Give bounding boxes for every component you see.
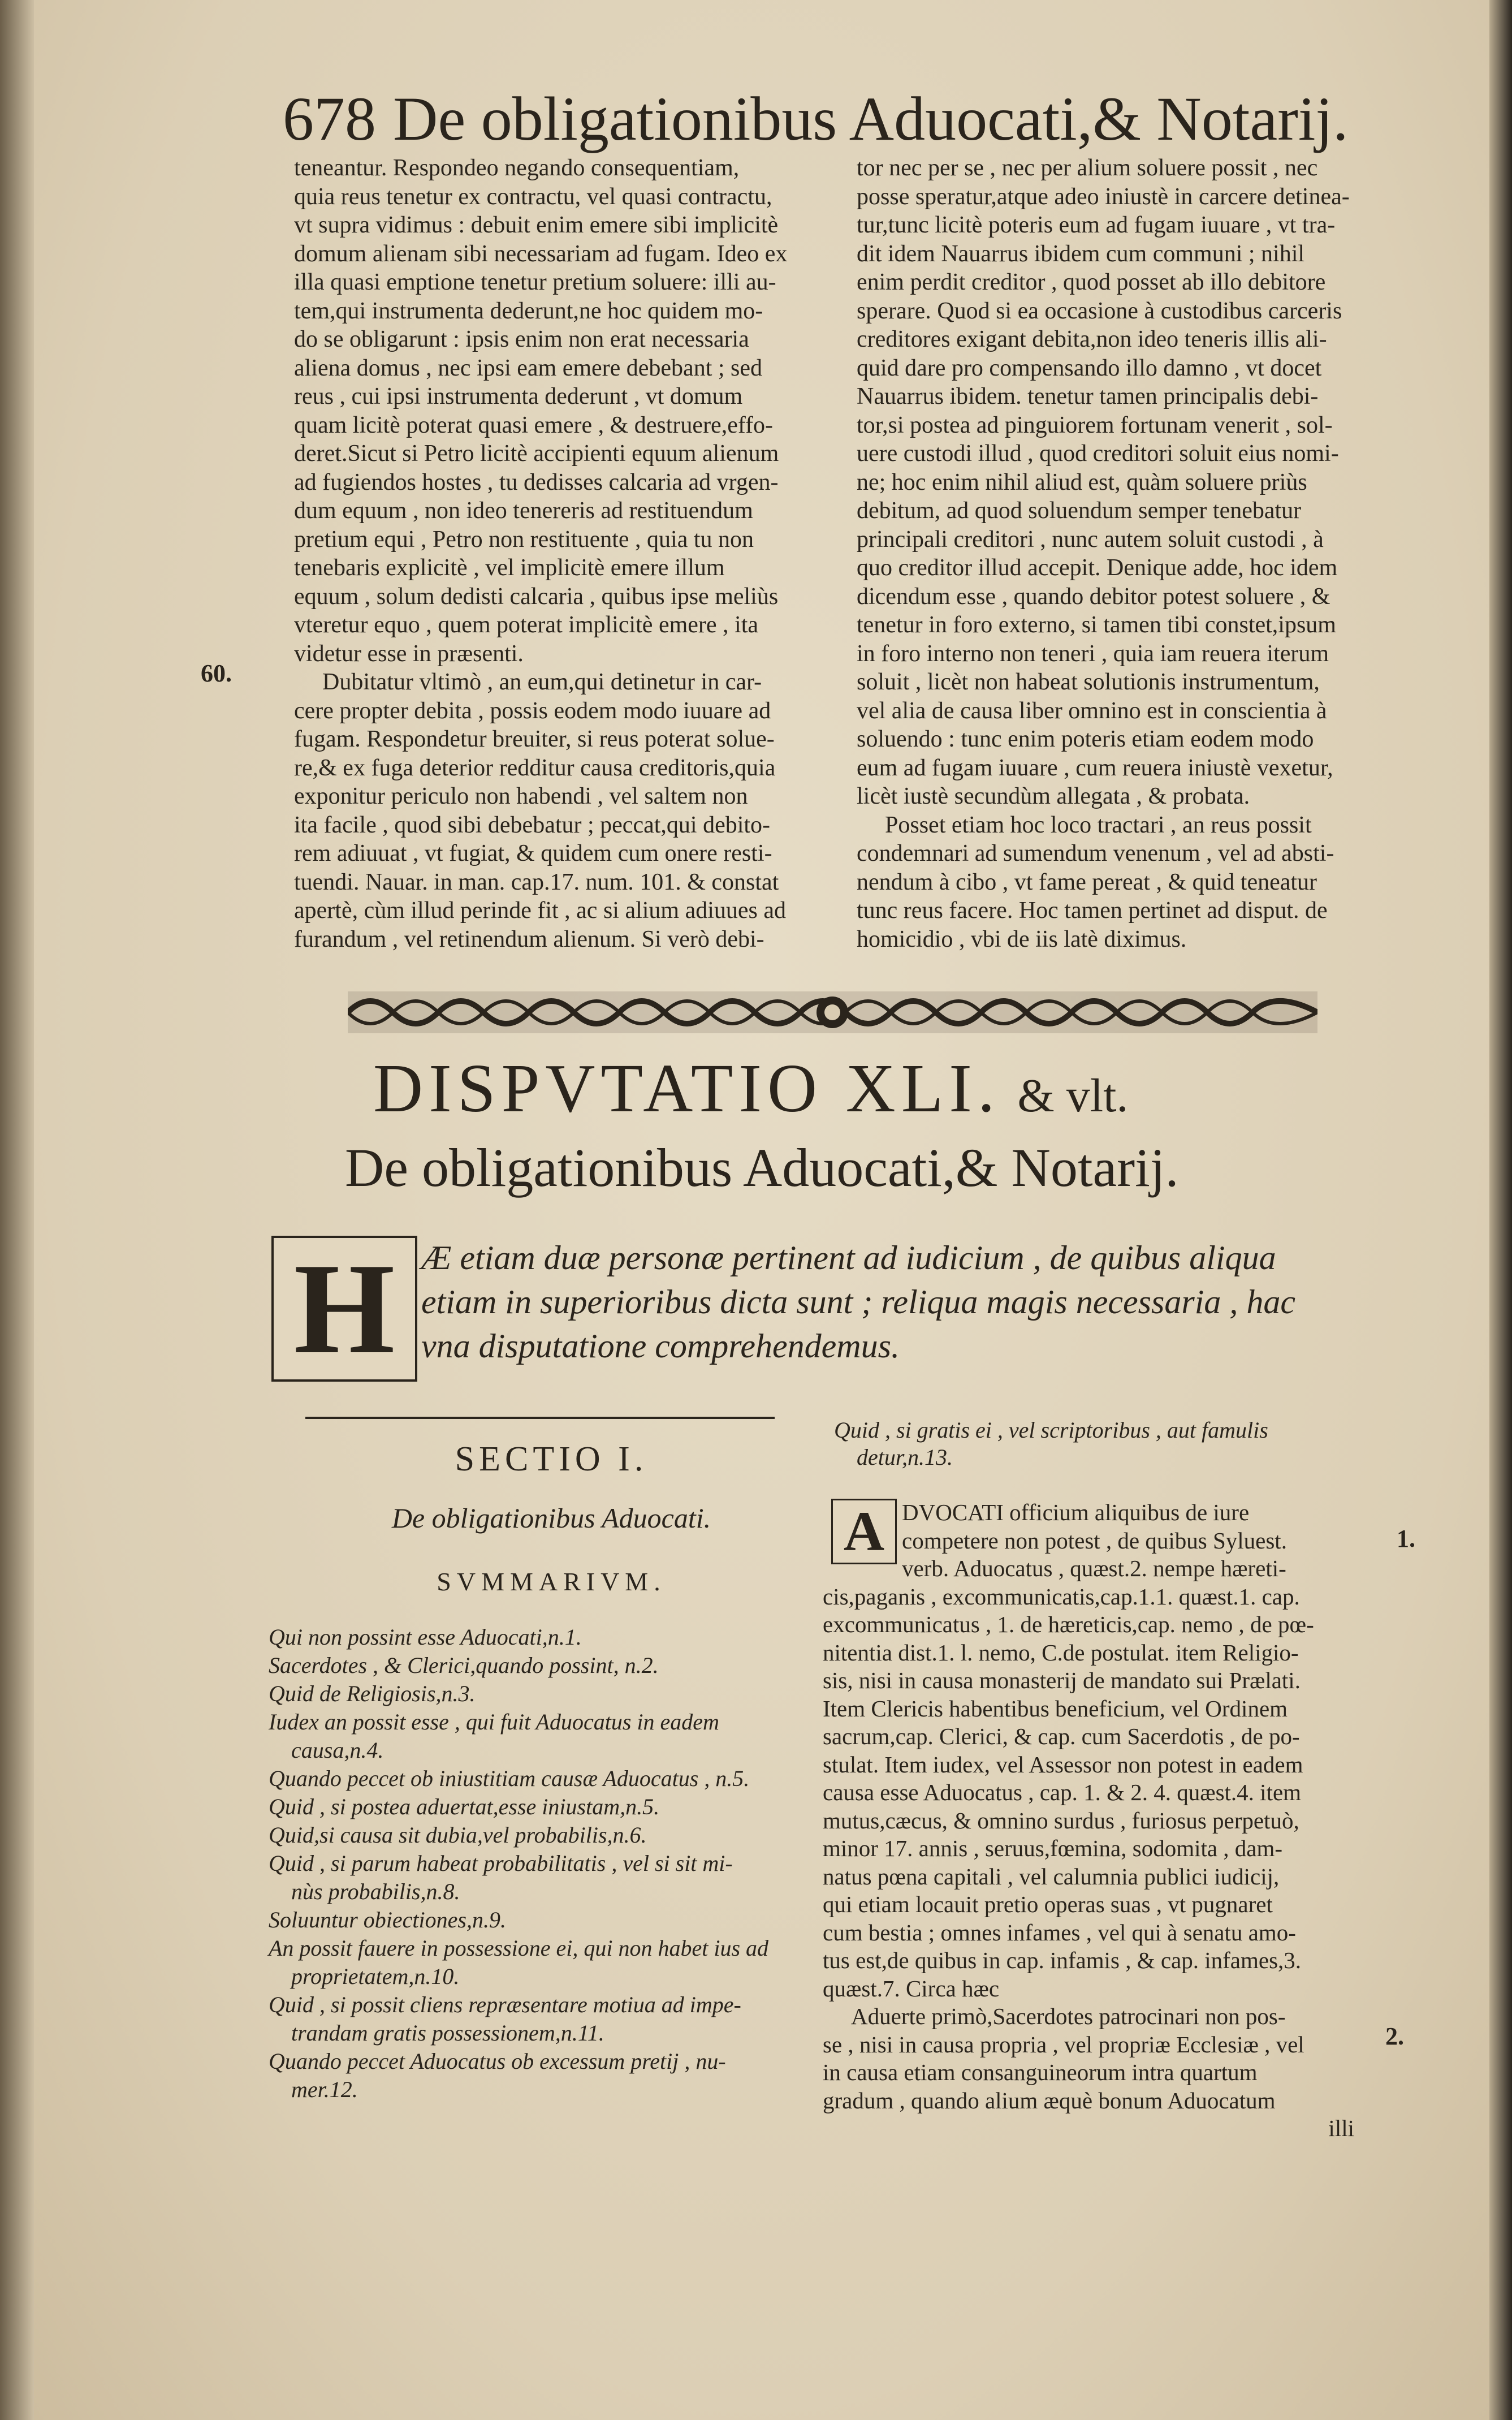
section-rule <box>305 1417 775 1419</box>
scan-edge-right <box>1489 0 1512 2420</box>
summarium-item: Soluuntur obiectiones,n.9. <box>269 1907 506 1932</box>
text-line: causa esse Aduocatus , cap. 1. & 2. 4. quæst.4. item <box>823 1779 1302 1805</box>
text-line: dicendum esse , quando debitor potest soluere , & <box>857 583 1330 610</box>
page-number: 678 <box>283 84 376 153</box>
summarium-item: An possit fauere in possessione ei, qui non habet ius ad <box>269 1935 769 1961</box>
text-line: Dubitatur vltimò , an eum,qui detinetur in car- <box>322 669 762 695</box>
text-line: tus est,de quibus in cap. infamis , & cap. infames,3. <box>823 1947 1302 1973</box>
text-line: DVOCATI officium aliquibus de iure <box>902 1499 1250 1525</box>
summarium-item-cont: proprietatem,n.10. <box>291 1964 460 1989</box>
text-line: stulat. Item iudex, vel Assessor non potest in eadem <box>823 1751 1303 1778</box>
text-line: ne; hoc enim nihil aliud est, quàm soluere priùs <box>857 469 1307 495</box>
text-line: tor nec per se , nec per alium soluere possit , nec <box>857 155 1318 181</box>
text-line: uere custodi illud , quod creditori soluit eius nomi- <box>857 441 1339 467</box>
left-column-top <box>294 154 806 954</box>
text-line: sperare. Quod si ea occasione à custodibus carceris <box>857 297 1342 324</box>
text-line: mutus,cæcus, & omnino surdus , furiosus perpetuò, <box>823 1807 1299 1834</box>
text-line: tenebaris explicitè , vel implicitè emere illum <box>294 555 725 581</box>
summarium-item: Quid , si postea aduertat,esse iniustam,n.5. <box>269 1794 660 1819</box>
text-line: se , nisi in causa propria , vel propriæ Ecclesiæ , vel <box>823 2031 1304 2057</box>
text-line: tor,si postea ad pinguiorem fortunam venerit , sol- <box>857 412 1333 438</box>
text-line: quia reus tenetur ex contractu, vel quasi contractu, <box>294 183 772 210</box>
text-line: gradum , quando alium æquè bonum Aduocatum <box>823 2087 1276 2113</box>
text-line: ita facile , quod sibi debebatur ; peccat,qui debito- <box>294 812 771 838</box>
initial-letter: H <box>293 1236 395 1381</box>
text-line: vel alia de causa liber omnino est in conscientia à <box>857 697 1327 724</box>
text-line: excommunicatus , 1. de hæreticis,cap. nemo , de pœ- <box>823 1611 1314 1637</box>
text-line: nendum à cibo , vt fame pereat , & quid teneatur <box>857 869 1317 895</box>
text-line: quid dare pro compensando illo damno , vt docet <box>857 355 1322 381</box>
summarium-item-cont: nùs probabilis,n.8. <box>291 1879 460 1904</box>
summarium-item: Quid , si gratis ei , vel scriptoribus , aut famulis <box>834 1417 1268 1443</box>
text-line: vt supra vidimus : debuit enim emere sibi implicitè <box>294 212 779 238</box>
summarium-item: Qui non possint esse Aduocati,n.1. <box>269 1624 582 1650</box>
text-line: illa quasi emptione tenetur pretium soluere: illi au- <box>294 269 776 295</box>
summarium-item: Quid,si causa sit dubia,vel probabilis,n.6. <box>269 1822 647 1848</box>
summarium-heading: SVMMARIVM. <box>437 1567 666 1596</box>
summarium-item: Quid de Religiosis,n.3. <box>269 1681 476 1706</box>
text-line: qui etiam locauit pretio operas suas , vt pugnaret <box>823 1891 1273 1917</box>
text-line: deret.Sicut si Petro licitè accipienti equum alienum <box>294 441 779 467</box>
text-line: creditores exigant debita,non ideo teneris illis ali- <box>857 326 1327 352</box>
text-line: condemnari ad sumendum venenum , vel ad absti- <box>857 840 1334 866</box>
text-line: licèt iustè secundùm allegata , & probata. <box>857 783 1250 809</box>
text-line: principali creditori , nunc autem soluit custodi , à <box>857 526 1324 553</box>
text-line: verb. Aduocatus , quæst.2. nempe hæreti- <box>902 1555 1286 1581</box>
text-line: reus , cui ipsi instrumenta dederunt , vt domum <box>294 383 743 409</box>
text-line: apertè, cùm illud perinde fit , ac si alium adiuues ad <box>294 898 787 924</box>
text-line: Aduerte primò,Sacerdotes patrocinari non pos- <box>851 2003 1286 2029</box>
text-line: homicidio , vbi de iis latè diximus. <box>857 926 1187 952</box>
margin-number-60: 60. <box>201 659 232 687</box>
text-line: sis, nisi in causa monasterij de mandato sui Prælati. <box>823 1667 1301 1693</box>
text-line: exponitur periculo non habendi , vel saltem non <box>294 783 748 809</box>
text-line: Nauarrus ibidem. tenetur tamen principalis debi- <box>857 383 1319 409</box>
right-column-top <box>857 154 1363 954</box>
summarium-item: Quid , si possit cliens repræsentare motiua ad impe- <box>269 1992 741 2017</box>
text-line: tur,tunc licitè poteris eum ad fugam iuuare , vt tra- <box>857 212 1336 238</box>
text-line: enim perdit creditor , quod posset ab illo debitore <box>857 269 1326 295</box>
summarium-item-cont: trandam gratis possessionem,n.11. <box>291 2020 604 2046</box>
text-line: soluit , licèt non habeat solutionis instrumentum, <box>857 669 1320 695</box>
text-line: in foro interno non teneri , quia iam reuera iterum <box>857 640 1329 667</box>
text-line: posse speratur,atque adeo iniustè in carcere detinea- <box>857 183 1350 210</box>
text-line: fugam. Respondetur breuiter, si reus poterat solue- <box>294 726 775 752</box>
text-line: do se obligarunt : ipsis enim non erat necessaria <box>294 326 749 352</box>
margin-number-1: 1. <box>1397 1525 1415 1552</box>
disputatio-subtitle: De obligationibus Aduocati,& Notarij. <box>345 1137 1179 1198</box>
intro-line: Æ etiam duæ personæ pertinent ad iudicium , de quibus aliqua <box>421 1239 1276 1276</box>
text-line: natus pœna capitali , vel calumnia publici iudicij, <box>823 1863 1280 1890</box>
initial-letter: A <box>843 1500 885 1563</box>
summarium-item: Iudex an possit esse , qui fuit Aduocatus in eadem <box>269 1709 719 1735</box>
text-line: furandum , vel retinendum alienum. Si verò debi- <box>294 926 764 952</box>
summarium-item-cont: causa,n.4. <box>291 1737 384 1763</box>
text-line: re,& ex fuga deterior redditur causa creditoris,quia <box>294 754 776 781</box>
intro-line: vna disputatione comprehendemus. <box>421 1327 900 1365</box>
summarium-item-cont: detur,n.13. <box>857 1444 953 1470</box>
text-line: debitum, ad quod soluendum semper tenebatur <box>857 498 1302 524</box>
text-line: dum equum , non ideo tenereris ad restituendum <box>294 498 753 524</box>
ornament-band <box>348 987 1317 1038</box>
text-line: teneantur. Respondeo negando consequentiam, <box>294 155 740 181</box>
text-line: Item Clericis habentibus beneficium, vel Ordinem <box>823 1695 1288 1722</box>
text-line: cere propter debita , possis eodem modo iuuare ad <box>294 697 771 724</box>
sectio-subtitle: De obligationibus Aduocati. <box>391 1502 711 1534</box>
text-line: sacrum,cap. Clerici, & cap. cum Sacerdotis , de po- <box>823 1723 1300 1749</box>
summarium-list <box>269 1623 797 2104</box>
intro-line: etiam in superioribus dicta sunt ; reliqua magis necessaria , hac <box>421 1283 1295 1321</box>
text-line: cis,paganis , excommunicatis,cap.1.1. quæst.1. cap. <box>823 1583 1300 1610</box>
text-line: domum alienam sibi necessariam ad fugam. Ideo ex <box>294 240 788 267</box>
summarium-item: Quando peccet ob iniustitiam causæ Aduocatus , n.5. <box>269 1766 750 1791</box>
summarium-item: Sacerdotes , & Clerici,quando possint, n.2. <box>269 1653 659 1678</box>
text-line: tuendi. Nauar. in man. cap.17. num. 101. & constat <box>294 869 779 895</box>
text-line: soluendo : tunc enim poteris etiam eodem modo <box>857 726 1314 752</box>
disputatio-suffix: & vlt. <box>1017 1069 1129 1122</box>
intro-paragraph <box>421 1236 1360 1368</box>
text-line: rem adiuuat , vt fugiat, & quidem cum onere resti- <box>294 840 772 866</box>
text-line: eum ad fugam iuuare , cum reuera iniustè vexetur, <box>857 754 1333 781</box>
text-line: ad fugiendos hostes , tu dedisses calcaria ad vrgen- <box>294 469 779 495</box>
section-body <box>823 1499 1354 2143</box>
margin-number-2: 2. <box>1385 2022 1404 2050</box>
summarium-item: Quando peccet Aduocatus ob excessum pretij , nu- <box>269 2048 726 2074</box>
text-line: cum bestia ; omnes infames , vel qui à senatu amo- <box>823 1919 1296 1946</box>
text-line: in causa etiam consanguineorum intra quartum <box>823 2059 1258 2085</box>
text-line: tenetur in foro externo, si tamen tibi constet,ipsum <box>857 612 1336 638</box>
catchword: illi <box>1328 2115 1354 2141</box>
text-line: quam licitè poterat quasi emere , & destruere,effo- <box>294 412 774 438</box>
text-line: videtur esse in præsenti. <box>294 640 524 667</box>
disputatio-title <box>373 1049 1334 1128</box>
text-line: aliena domus , nec ipsi eam emere debebant ; sed <box>294 355 763 381</box>
running-title: De obligationibus Aduocati,& Notarij. <box>393 84 1349 153</box>
text-line: quo creditor illud accepit. Denique adde, hoc idem <box>857 555 1338 581</box>
text-line: competere non potest , de quibus Syluest. <box>902 1527 1287 1554</box>
decorated-initial-h <box>271 1236 417 1382</box>
text-line: quæst.7. Circa hæc <box>823 1975 1000 2001</box>
summarium-right <box>834 1417 1354 1471</box>
disputatio-title-text: DISPVTATIO XLI. <box>373 1050 1001 1127</box>
running-head <box>283 79 1357 158</box>
scan-edge-left <box>0 0 34 2420</box>
summarium-item: Quid , si parum habeat probabilitatis , vel si sit mi- <box>269 1850 733 1876</box>
text-line: tunc reus facere. Hoc tamen pertinet ad disput. de <box>857 898 1328 924</box>
text-line: minor 17. annis , seruus,fœmina, sodomita , dam- <box>823 1835 1283 1861</box>
text-line: dit idem Nauarrus ibidem cum communi ; nihil <box>857 240 1305 267</box>
text-line: tem,qui instrumenta dederunt,ne hoc quidem mo- <box>294 297 763 324</box>
text-line: nitentia dist.1. l. nemo, C.de postulat. item Religio- <box>823 1639 1299 1666</box>
text-line: equum , solum dedisti calcaria , quibus ipse meliùs <box>294 583 779 610</box>
summarium-item-cont: mer.12. <box>291 2077 358 2102</box>
text-line: pretium equi , Petro non restituente , quia tu non <box>294 526 754 553</box>
text-line: vteretur equo , quem poterat implicitè emere , ita <box>294 612 759 638</box>
text-line: Posset etiam hoc loco tractari , an reus possit <box>885 812 1312 838</box>
sectio-title: SECTIO I. <box>455 1440 648 1478</box>
